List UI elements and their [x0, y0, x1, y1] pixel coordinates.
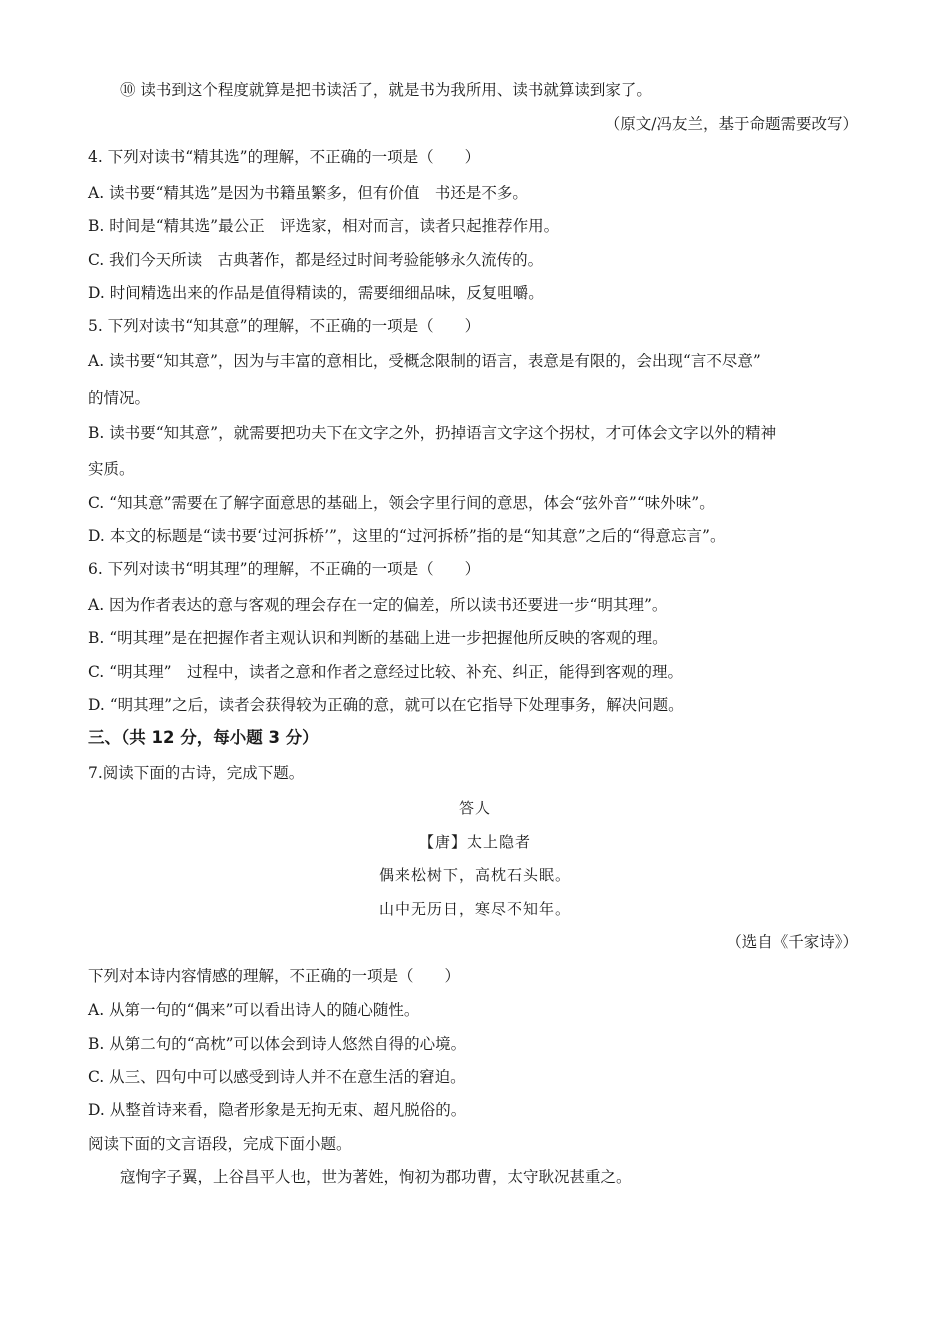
question-6-option-a: A. 因为作者表达的意与客观的理会存在一定的偏差，所以读书还要进一步“明其理”。 [88, 596, 668, 614]
question-4-option-c: C. 我们今天所读 古典著作，都是经过时间考验能够永久流传的。 [88, 251, 544, 269]
classical-text: 寇恂字子翼，上谷昌平人也，世为著姓，恂初为郡功曹，太守耿况甚重之。 [120, 1168, 632, 1186]
section-3-heading: 三、（共 12 分，每小题 3 分） [88, 728, 319, 747]
question-5-stem: 5. 下列对读书“知其意”的理解，不正确的一项是（ ） [88, 317, 481, 335]
question-7-option-a: A. 从第一句的“偶来”可以看出诗人的随心随性。 [88, 1001, 420, 1019]
question-7-option-b: B. 从第二句的“高枕”可以体会到诗人悠然自得的心境。 [88, 1035, 467, 1053]
question-7-option-d: D. 从整首诗来看，隐者形象是无拘无束、超凡脱俗的。 [88, 1101, 467, 1119]
poem-title: 答人 [458, 799, 491, 817]
question-7-option-c: C. 从三、四句中可以感受到诗人并不在意生活的窘迫。 [88, 1068, 466, 1086]
question-4-option-d: D. 时间精选出来的作品是值得精读的，需要细细品味，反复咀嚼。 [88, 284, 544, 302]
question-5-option-c: C. “知其意”需要在了解字面意思的基础上，领会字里行间的意思，体会“弦外音”“味外味”。 [88, 494, 715, 512]
question-7-stem: 下列对本诗内容情感的理解，不正确的一项是（ ） [88, 967, 461, 985]
classical-reading-intro: 阅读下面的文言语段，完成下面小题。 [88, 1135, 352, 1153]
poem-line-1: 偶来松树下，高枕石头眠。 [378, 866, 571, 884]
question-5-option-d: D. 本文的标题是“读书要‘过河拆桥’”，这里的“过河拆桥”指的是“知其意”之后的“得意忘言”。 [88, 527, 726, 545]
question-6-option-c: C. “明其理” 过程中，读者之意和作者之意经过比较、补充、纠正，能得到客观的理。 [88, 663, 684, 681]
question-5-option-a-line1: A. 读书要“知其意”，因为与丰富的意相比，受概念限制的语言，表意是有限的，会出现“言不尽意” [88, 352, 761, 370]
question-7-intro: 7.阅读下面的古诗，完成下题。 [88, 764, 305, 782]
question-6-option-d: D. “明其理”之后，读者会获得较为正确的意，就可以在它指导下处理事务，解决问题。 [88, 696, 684, 714]
poem-line-2: 山中无历日，寒尽不知年。 [378, 900, 571, 918]
poem-source: （选自《千家诗》） [726, 933, 858, 951]
question-5-option-a-line2: 的情况。 [88, 389, 151, 407]
question-6-option-b: B. “明其理”是在把握作者主观认识和判断的基础上进一步把握他所反映的客观的理。 [88, 629, 668, 647]
paragraph-10: ⑩ 读书到这个程度就算是把书读活了，就是书为我所用、读书就算读到家了。 [120, 81, 652, 99]
question-4-stem: 4. 下列对读书“精其选”的理解，不正确的一项是（ ） [88, 148, 481, 166]
question-6-stem: 6. 下列对读书“明其理”的理解，不正确的一项是（ ） [88, 560, 481, 578]
question-4-option-a: A. 读书要“精其选”是因为书籍虽繁多，但有价值 书还是不多。 [88, 184, 528, 202]
source-citation: （原文/冯友兰，基于命题需要改写） [604, 115, 858, 133]
question-4-option-b: B. 时间是“精其选”最公正 评选家，相对而言，读者只起推荐作用。 [88, 217, 560, 235]
poem-author: 【唐】太上隐者 [418, 833, 531, 851]
question-5-option-b-line2: 实质。 [88, 460, 135, 478]
question-5-option-b-line1: B. 读书要“知其意”，就需要把功夫下在文字之外，扔掉语言文字这个拐杖，才可体会文字以外的精神 [88, 424, 777, 442]
